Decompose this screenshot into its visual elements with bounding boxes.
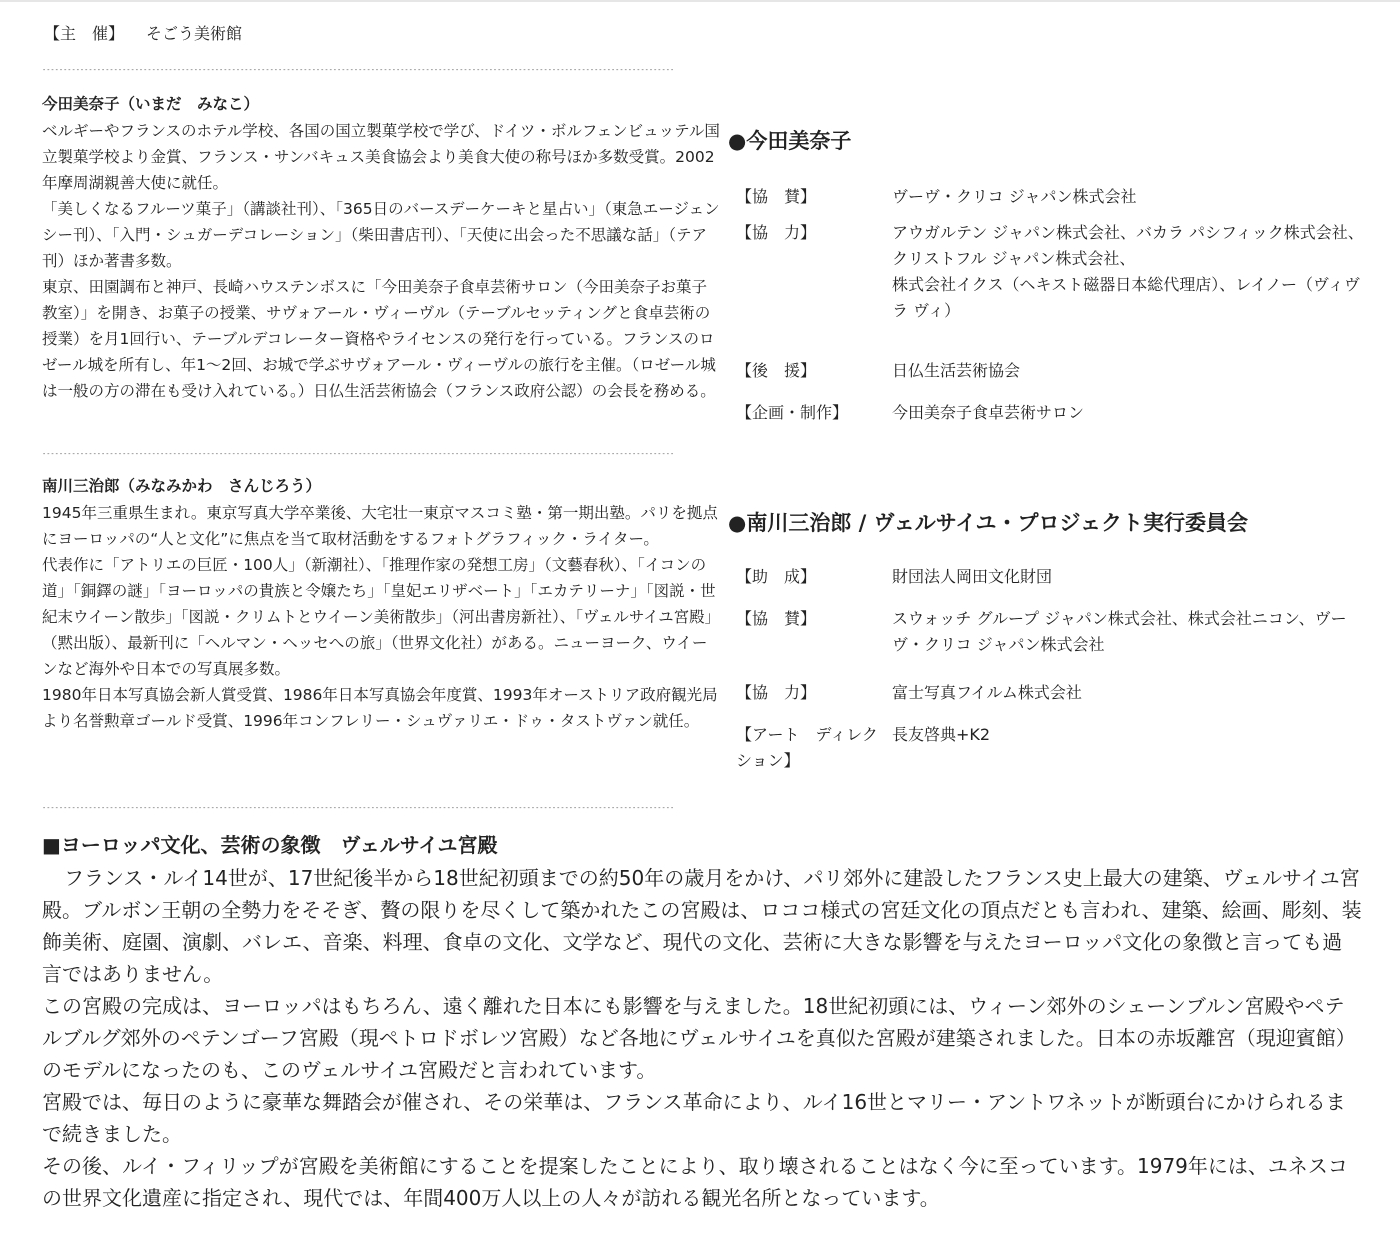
- credit-key: 【後 援】: [736, 361, 817, 380]
- credit-value: [892, 220, 1364, 324]
- divider-line: ------------------------------------------------------------------------------------------------------------------------------------------------------: [42, 66, 675, 74]
- credit-value: スウォッチ グループ ジャパン株式会社、株式会社ニコン、ヴーヴ・クリコ ジャパン株式会社: [892, 609, 1347, 654]
- credit-value: ヴーヴ・クリコ ジャパン株式会社: [892, 187, 1137, 206]
- imada-bio-paragraph: 東京、田園調布と神戸、長崎ハウステンボスに「今田美奈子食卓芸術サロン（今田美奈子お菓子教室）」を開き、お菓子の授業、サヴォアール・ヴィーヴル（テーブルセッティングと食卓芸術の授業）を月1回行い、テーブルデコレーター資格やライセンスの発行を行っている。フランスのロゼール城を所有し、年1〜2回、お城で学ぶサヴォアール・ヴィーヴルの旅行を主催。（ロゼール城は一般の方の滞在も受け入れている。）日仏生活芸術協会（フランス政府公認）の会長を務める。: [42, 278, 716, 400]
- essay-heading: ■ヨーロッパ文化、芸術の象徴 ヴェルサイユ宮殿: [42, 833, 498, 857]
- credit-key: 【助 成】: [736, 567, 817, 586]
- minamikawa-credits-heading: ●南川三治郎 / ヴェルサイユ・プロジェクト実行委員会: [728, 511, 1249, 535]
- minamikawa-name: 南川三治郎（みなみかわ さんじろう）: [42, 477, 322, 495]
- credit-key: 【アート ディレクション】: [736, 725, 878, 770]
- imada-bio-paragraph: ベルギーやフランスのホテル学校、各国の国立製菓学校で学び、ドイツ・ボルフェンビュッテル国立製菓学校より金賞、フランス・サンバキュス美食協会より美食大使の称号ほか多数受賞。2002年摩周湖親善大使に就任。: [42, 122, 720, 192]
- minamikawa-bio-paragraph: 1945年三重県生まれ。東京写真大学卒業後、大宅壮一東京マスコミ塾・第一期出塾。パリを拠点にヨーロッパの“人と文化”に焦点を当て取材活動をするフォトグラフィック・ライター。: [42, 504, 718, 548]
- credit-value-line: 株式会社イクス（ヘキスト磁器日本総代理店）、レイノー（ヴィヴ ラ ヴィ）: [892, 275, 1361, 320]
- essay-paragraph: フランス・ルイ14世が、17世紀後半から18世紀初頭までの約50年の歳月をかけ、パリ郊外に建設したフランス史上最大の建築、ヴェルサイユ宮殿。ブルボン王朝の全勢力をそそぎ、贅の限りを尽くして築かれたこの宮殿は、ロココ様式の宮廷文化の頂点だとも言われ、建築、絵画、彫刻、装飾美術、庭園、演劇、バレエ、音楽、料理、食卓の文化、文学など、現代の文化、芸術に大きな影響を与えたヨーロッパ文化の象徴と言っても過言ではありません。: [42, 866, 1362, 986]
- credit-value: 日仏生活芸術協会: [892, 361, 1021, 380]
- minamikawa-bio-paragraph: 1980年日本写真協会新人賞受賞、1986年日本写真協会年度賞、1993年オーストリア政府観光局より名誉勲章ゴールド受賞、1996年コンフレリー・シュヴァリエ・ドゥ・タストヴァン就任。: [42, 686, 718, 730]
- credit-key: 【協 賛】: [736, 187, 817, 206]
- essay-paragraph: その後、ルイ・フィリップが宮殿を美術館にすることを提案したことにより、取り壊されることはなく今に至っています。1979年には、ユネスコの世界文化遺産に指定され、現代では、年間400万人以上の人々が訪れる観光名所となっています。: [42, 1154, 1348, 1210]
- credit-value: 富士写真フイルム株式会社: [892, 683, 1082, 702]
- minamikawa-bio: [42, 474, 722, 734]
- credit-key: 【協 力】: [736, 683, 817, 702]
- credit-value: 長友啓典+K2: [892, 725, 991, 744]
- divider-line: ------------------------------------------------------------------------------------------------------------------------------------------------------: [42, 804, 675, 812]
- imada-bio-paragraph: 「美しくなるフルーツ菓子」（講談社刊）、「365日のバースデーケーキと星占い」（東急エージェンシー刊）、「入門・シュガーデコレーション」（柴田書店刊）、「天使に出会った不思議な話」（テア刊）ほか著書多数。: [42, 200, 720, 270]
- credit-value: 財団法人岡田文化財団: [892, 567, 1053, 586]
- essay-section: [42, 830, 1362, 1214]
- credit-value-line: アウガルテン ジャパン株式会社、バカラ パシフィック株式会社、クリストフル ジャパン株式会社、: [892, 223, 1364, 268]
- credit-key: 【協 賛】: [736, 609, 817, 628]
- credit-value: 今田美奈子食卓芸術サロン: [892, 403, 1085, 422]
- credit-key: 【企画・制作】: [736, 403, 849, 422]
- credit-key: 【協 力】: [736, 223, 817, 242]
- essay-paragraph: この宮殿の完成は、ヨーロッパはもちろん、遠く離れた日本にも影響を与えました。18世紀初頭には、ウィーン郊外のシェーンブルン宮殿やペテルブルグ郊外のペテンゴーフ宮殿（現ペトロドボレツ宮殿）など各地にヴェルサイユを真似た宮殿が建築されました。日本の赤坂離宮（現迎賓館）のモデルになったのも、このヴェルサイユ宮殿だと言われています。: [42, 994, 1356, 1082]
- divider-line: ------------------------------------------------------------------------------------------------------------------------------------------------------: [42, 450, 675, 458]
- imada-name: 今田美奈子（いまだ みなこ）: [42, 95, 260, 113]
- essay-paragraph: 宮殿では、毎日のように豪華な舞踏会が催され、その栄華は、フランス革命により、ルイ16世とマリー・アントワネットが断頭台にかけられるまで続きました。: [42, 1090, 1346, 1146]
- organizer-line: [44, 22, 242, 46]
- imada-bio: [42, 92, 722, 404]
- minamikawa-bio-paragraph: 代表作に「アトリエの巨匠・100人」（新潮社）、「推理作家の発想工房」（文藝春秋）、「イコンの道」「銅鐸の謎」「ヨーロッパの貴族と令嬢たち」「皇妃エリザベート」「エカテリーナ」「図説・世紀末ウイーン散歩」「図説・クリムトとウイーン美術散歩」（河出書房新社）、「ヴェルサイユ宮殿」（黙出版）、最新刊に「ヘルマン・ヘッセへの旅」（世界文化社）がある。ニューヨーク、ウイーンなど海外や日本での写真展多数。: [42, 556, 721, 678]
- organizer-value: そごう美術館: [146, 24, 243, 43]
- imada-credits-heading: ●今田美奈子: [728, 129, 852, 153]
- organizer-label: 【主 催】: [44, 24, 125, 43]
